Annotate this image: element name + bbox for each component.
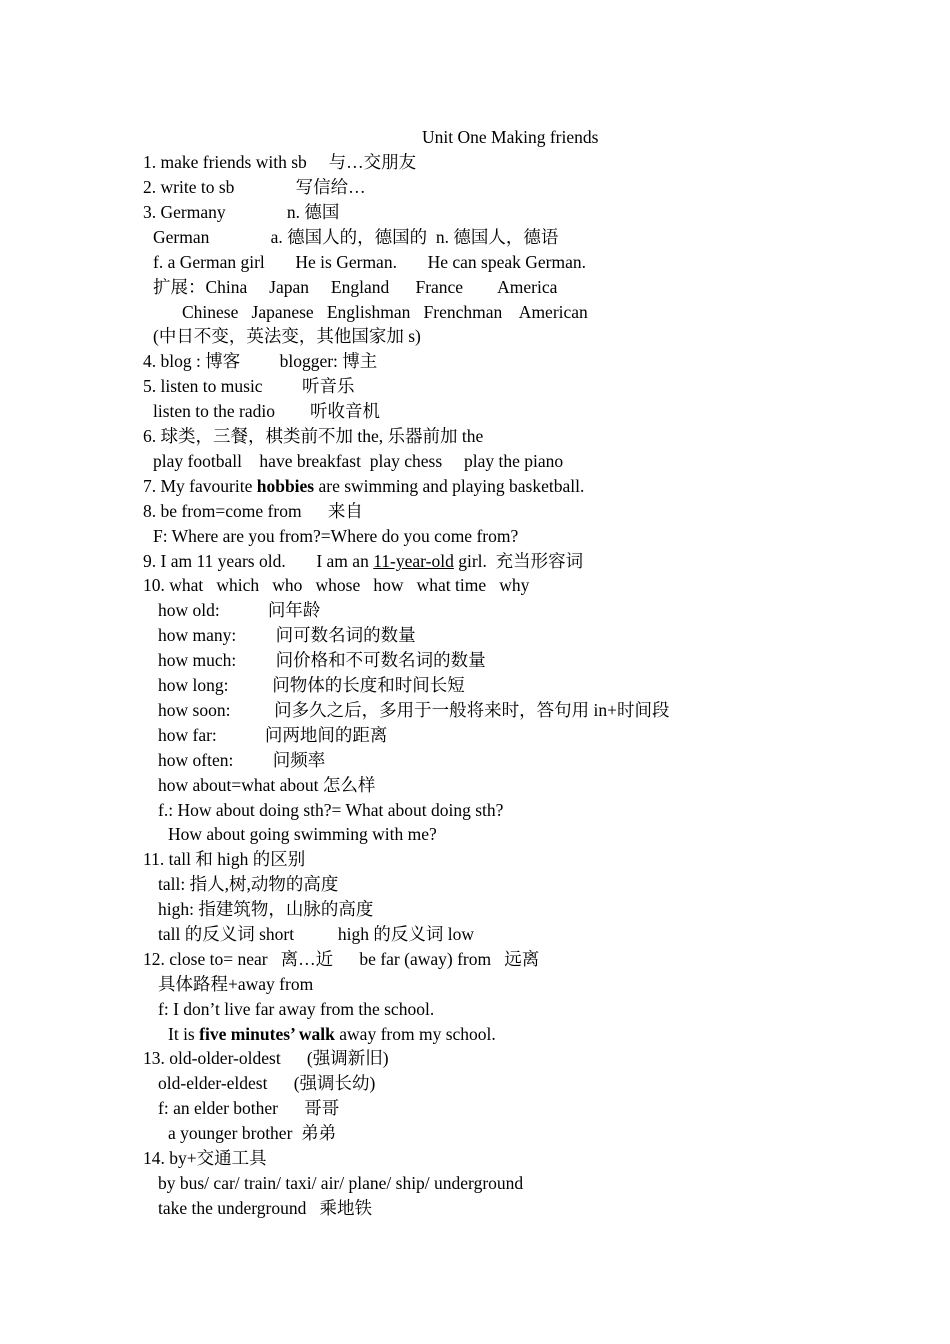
text-line: take the underground 乘地铁 xyxy=(158,1198,373,1218)
text-line: f: I don’t live far away from the school. xyxy=(158,999,435,1019)
text-line: F: Where are you from?=Where do you come from? xyxy=(153,526,519,546)
page-title: Unit One Making friends xyxy=(422,127,599,147)
text-segment: 9. I am 11 years old. I am an xyxy=(143,551,374,571)
underlined-text: 11-year-old xyxy=(373,551,454,571)
text-line: how about=what about 怎么样 xyxy=(158,775,376,795)
text-line: old-elder-eldest (强调长幼) xyxy=(158,1073,376,1093)
text-segment: 7. My favourite xyxy=(143,476,257,496)
text-line: German a. 德国人的，德国的 n. 德国人，德语 xyxy=(153,227,559,247)
text-line: how much: 问价格和不可数名词的数量 xyxy=(158,650,486,670)
text-line xyxy=(168,1023,496,1045)
text-line: 13. old-older-oldest (强调新旧) xyxy=(143,1048,389,1068)
text-segment: girl. 充当形容词 xyxy=(453,551,584,571)
text-line: Chinese Japanese Englishman Frenchman American xyxy=(182,302,588,322)
text-line: by bus/ car/ train/ taxi/ air/ plane/ ship/ underground xyxy=(158,1173,524,1193)
text-line: 1. make friends with sb 与…交朋友 xyxy=(143,152,417,172)
text-line: how long: 问物体的长度和时间长短 xyxy=(158,675,465,695)
text-line: 2. write to sb 写信给… xyxy=(143,177,366,197)
text-line: play football have breakfast play chess play the piano xyxy=(153,451,564,471)
text-line: tall 的反义词 short high 的反义词 low xyxy=(158,924,474,944)
text-line: 10. what which who whose how what time why xyxy=(143,575,530,595)
text-line: 8. be from=come from 来自 xyxy=(143,501,363,521)
text-line: How about going swimming with me? xyxy=(168,824,437,844)
text-line: 11. tall 和 high 的区别 xyxy=(143,849,306,869)
text-line: how many: 问可数名词的数量 xyxy=(158,625,416,645)
bold-text: hobbies xyxy=(256,476,315,496)
text-line: tall: 指人,树,动物的高度 xyxy=(158,874,339,894)
text-line: how old: 问年龄 xyxy=(158,600,321,620)
text-line: listen to the radio 听收音机 xyxy=(153,401,380,421)
text-line: 具体路程+away from xyxy=(158,974,314,994)
text-line: 4. blog : 博客 blogger: 博主 xyxy=(143,351,378,371)
text-line: f: an elder bother 哥哥 xyxy=(158,1098,340,1118)
text-line: (中日不变，英法变，其他国家加 s) xyxy=(153,326,421,346)
text-line: how often: 问频率 xyxy=(158,750,326,770)
text-line: 14. by+交通工具 xyxy=(143,1148,267,1168)
text-segment: away from my school. xyxy=(334,1024,496,1044)
text-line xyxy=(143,550,583,572)
text-line xyxy=(143,475,584,497)
text-line: f. a German girl He is German. He can speak German. xyxy=(153,252,586,272)
text-line: 3. Germany n. 德国 xyxy=(143,202,340,222)
text-line: 12. close to= near 离…近 be far (away) from 远离 xyxy=(143,949,540,969)
text-line: f.: How about doing sth?= What about doing sth? xyxy=(158,800,504,820)
text-line: 5. listen to music 听音乐 xyxy=(143,376,355,396)
text-segment: It is xyxy=(168,1024,200,1044)
text-line: 扩展：China Japan England France America xyxy=(153,277,558,297)
text-line: how far: 问两地间的距离 xyxy=(158,725,388,745)
text-line: high: 指建筑物，山脉的高度 xyxy=(158,899,374,919)
text-line: how soon: 问多久之后，多用于一般将来时，答句用 in+时间段 xyxy=(158,700,670,720)
bold-text: five minutes’ walk xyxy=(199,1024,335,1044)
text-line: 6. 球类，三餐，棋类前不加 the, 乐器前加 the xyxy=(143,426,484,446)
text-segment: are swimming and playing basketball. xyxy=(314,476,585,496)
text-line: a younger brother 弟弟 xyxy=(168,1123,337,1143)
